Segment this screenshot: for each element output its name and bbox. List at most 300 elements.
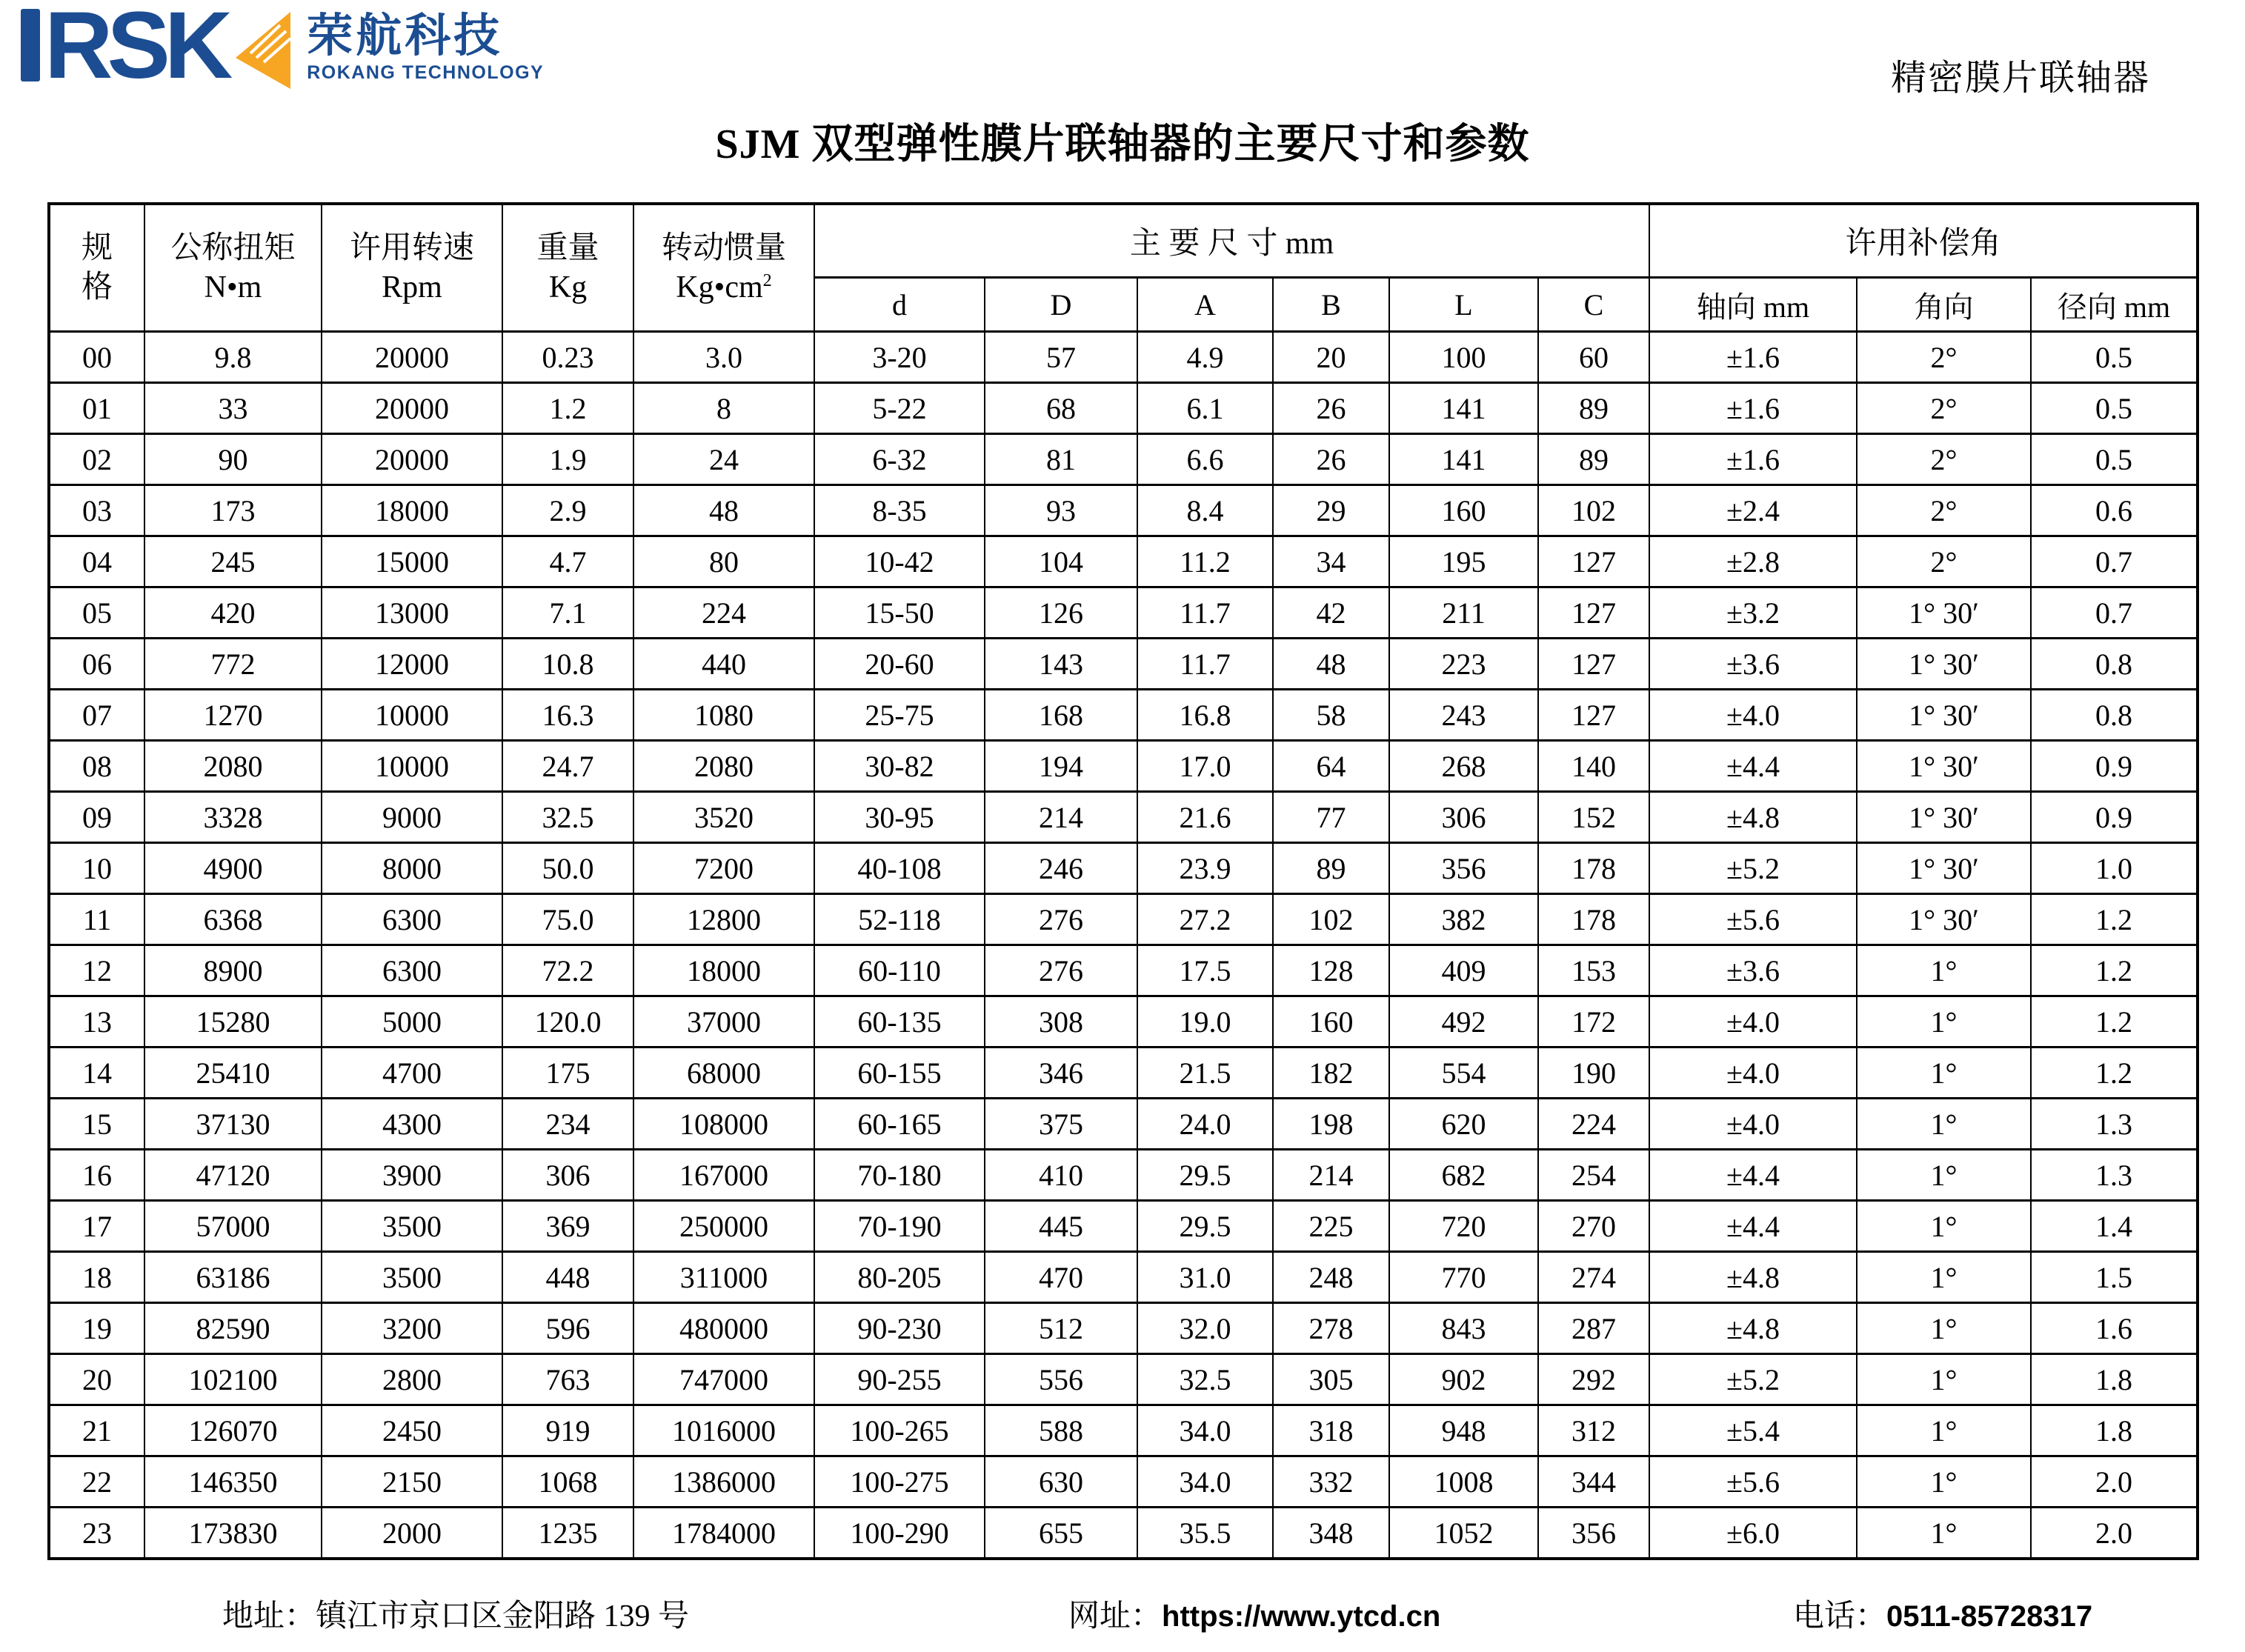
cell: 420 (144, 587, 322, 639)
cell: 243 (1389, 690, 1538, 741)
cell: 588 (985, 1405, 1137, 1456)
cell: 18000 (633, 945, 814, 996)
cell: 20000 (322, 332, 502, 383)
cell: 620 (1389, 1099, 1538, 1150)
cell: 3500 (322, 1252, 502, 1303)
cell: 0.6 (2031, 485, 2198, 536)
cell: 89 (1538, 434, 1649, 485)
cell: 492 (1389, 996, 1538, 1048)
cell: 6368 (144, 894, 322, 945)
cell: 225 (1273, 1201, 1389, 1252)
cell: 7200 (633, 843, 814, 894)
cell: 1235 (502, 1508, 633, 1559)
cell: 01 (49, 383, 144, 434)
cell: 20-60 (814, 639, 985, 690)
cell: 178 (1538, 843, 1649, 894)
cell: 270 (1538, 1201, 1649, 1252)
cell: 29.5 (1137, 1150, 1273, 1201)
cell: 2150 (322, 1456, 502, 1508)
cell: 356 (1538, 1508, 1649, 1559)
cell: 0.8 (2031, 639, 2198, 690)
cell: 1° 30′ (1857, 843, 2031, 894)
table-row (49, 434, 2198, 485)
cell: ±4.0 (1649, 1099, 1857, 1150)
table-row (49, 843, 2198, 894)
cell: 2° (1857, 536, 2031, 587)
cell: 1052 (1389, 1508, 1538, 1559)
logo-bar-icon (21, 9, 40, 81)
table-row (49, 536, 2198, 587)
cell: 60-135 (814, 996, 985, 1048)
cell: 6300 (322, 894, 502, 945)
cell: 00 (49, 332, 144, 383)
cell: 1008 (1389, 1456, 1538, 1508)
cell: 4700 (322, 1048, 502, 1099)
footer-phone-number: 0511-85728317 (1886, 1600, 2093, 1633)
col-header-inertia-name: 转动惯量 (661, 231, 786, 265)
cell: 276 (985, 894, 1137, 945)
cell: 1386000 (633, 1456, 814, 1508)
cell: ±4.8 (1649, 1303, 1857, 1354)
cell: 6.6 (1137, 434, 1273, 485)
cell: 24.0 (1137, 1099, 1273, 1150)
footer-phone (1793, 1591, 2092, 1636)
col-header-d: d (814, 278, 985, 332)
cell: 6.1 (1137, 383, 1273, 434)
footer-phone-label: 电话： (1793, 1599, 1887, 1633)
cell: 48 (633, 485, 814, 536)
cell: 90-230 (814, 1303, 985, 1354)
cell: 1° (1857, 1201, 2031, 1252)
cell: 4300 (322, 1099, 502, 1150)
cell: 1.2 (2031, 996, 2198, 1048)
cell: 512 (985, 1303, 1137, 1354)
col-header-torque (144, 204, 322, 332)
cell: 0.5 (2031, 332, 2198, 383)
cell: 127 (1538, 639, 1649, 690)
col-group-compensation: 许用补偿角 (1649, 204, 2198, 278)
cell: 948 (1389, 1405, 1538, 1456)
cell: 20 (1273, 332, 1389, 383)
table-row (49, 1405, 2198, 1456)
table-row (49, 894, 2198, 945)
footer-website-label: 网址： (1068, 1599, 1163, 1633)
table-row (49, 1150, 2198, 1201)
company-logo (21, 0, 545, 99)
cell: 7.1 (502, 587, 633, 639)
cell: 21 (49, 1405, 144, 1456)
cell: 10-42 (814, 536, 985, 587)
cell: 223 (1389, 639, 1538, 690)
table-row (49, 485, 2198, 536)
cell: 409 (1389, 945, 1538, 996)
cell: 90 (144, 434, 322, 485)
cell: 0.9 (2031, 792, 2198, 843)
cell: 42 (1273, 587, 1389, 639)
cell: 195 (1389, 536, 1538, 587)
cell: 11.7 (1137, 639, 1273, 690)
cell: 305 (1273, 1354, 1389, 1405)
col-header-inertia (633, 204, 814, 332)
cell: ±2.4 (1649, 485, 1857, 536)
cell: 1° (1857, 1508, 2031, 1559)
cell: 630 (985, 1456, 1137, 1508)
cell: 480000 (633, 1303, 814, 1354)
cell: 2450 (322, 1405, 502, 1456)
cell: 47120 (144, 1150, 322, 1201)
cell: 1° 30′ (1857, 792, 2031, 843)
cell: 89 (1538, 383, 1649, 434)
cell: 8-35 (814, 485, 985, 536)
cell: 246 (985, 843, 1137, 894)
cell: 16.3 (502, 690, 633, 741)
cell: 278 (1273, 1303, 1389, 1354)
table-row (49, 587, 2198, 639)
cell: 1° (1857, 1150, 2031, 1201)
cell: 556 (985, 1354, 1137, 1405)
cell: ±5.6 (1649, 894, 1857, 945)
cell: 720 (1389, 1201, 1538, 1252)
cell: 3-20 (814, 332, 985, 383)
cell: 11.7 (1137, 587, 1273, 639)
page-title: SJM 双型弹性膜片联轴器的主要尺寸和参数 (715, 121, 1530, 167)
cell: 126 (985, 587, 1137, 639)
cell: 9000 (322, 792, 502, 843)
cell: 1.6 (2031, 1303, 2198, 1354)
cell: 344 (1538, 1456, 1649, 1508)
cell: 10000 (322, 690, 502, 741)
col-header-L: L (1389, 278, 1538, 332)
cell: 0.5 (2031, 383, 2198, 434)
cell: ±4.4 (1649, 1201, 1857, 1252)
cell: 554 (1389, 1048, 1538, 1099)
cell: 146350 (144, 1456, 322, 1508)
cell: 108000 (633, 1099, 814, 1150)
cell: 2800 (322, 1354, 502, 1405)
cell: 3328 (144, 792, 322, 843)
cell: 770 (1389, 1252, 1538, 1303)
table-row (49, 1303, 2198, 1354)
cell: 24 (633, 434, 814, 485)
cell: 1.2 (2031, 1048, 2198, 1099)
table-row (49, 1354, 2198, 1405)
cell: 21.6 (1137, 792, 1273, 843)
cell: 160 (1389, 485, 1538, 536)
logo-company-name-cn: 荣航科技 (307, 10, 503, 61)
logo-mark (21, 0, 292, 99)
cell: 32.5 (502, 792, 633, 843)
cell: 89 (1273, 843, 1389, 894)
cell: ±1.6 (1649, 434, 1857, 485)
cell: 24.7 (502, 741, 633, 792)
col-header-torque-name: 公称扭矩 (170, 231, 296, 265)
cell: 3500 (322, 1201, 502, 1252)
cell: ±2.8 (1649, 536, 1857, 587)
cell: 14 (49, 1048, 144, 1099)
col-header-C: C (1538, 278, 1649, 332)
logo-letters: RSK (44, 0, 227, 99)
footer-website-url[interactable]: https://www.ytcd.cn (1162, 1600, 1441, 1633)
cell: 445 (985, 1201, 1137, 1252)
cell: 747000 (633, 1354, 814, 1405)
cell: 100-275 (814, 1456, 985, 1508)
cell: ±4.0 (1649, 996, 1857, 1048)
cell: 1068 (502, 1456, 633, 1508)
cell: 13 (49, 996, 144, 1048)
cell: 17 (49, 1201, 144, 1252)
cell: 35.5 (1137, 1508, 1273, 1559)
cell: 1° (1857, 1456, 2031, 1508)
cell: ±1.6 (1649, 383, 1857, 434)
cell: 1° 30′ (1857, 690, 2031, 741)
cell: 37000 (633, 996, 814, 1048)
cell: 20 (49, 1354, 144, 1405)
cell: 4.9 (1137, 332, 1273, 383)
cell: 332 (1273, 1456, 1389, 1508)
cell: 15280 (144, 996, 322, 1048)
cell: 77 (1273, 792, 1389, 843)
cell: 100 (1389, 332, 1538, 383)
cell: ±4.4 (1649, 1150, 1857, 1201)
cell: 1.0 (2031, 843, 2198, 894)
cell: 20000 (322, 434, 502, 485)
col-header-B: B (1273, 278, 1389, 332)
cell: 311000 (633, 1252, 814, 1303)
table-row (49, 332, 2198, 383)
cell: 1° (1857, 1405, 2031, 1456)
cell: 141 (1389, 434, 1538, 485)
cell: 1° (1857, 1354, 2031, 1405)
cell: 175 (502, 1048, 633, 1099)
cell: 75.0 (502, 894, 633, 945)
footer-website (1068, 1591, 1440, 1636)
cell: 198 (1273, 1099, 1389, 1150)
cell: 375 (985, 1099, 1137, 1150)
cell: 153 (1538, 945, 1649, 996)
cell: 40-108 (814, 843, 985, 894)
col-header-speed (322, 204, 502, 332)
cell: 245 (144, 536, 322, 587)
cell: 8900 (144, 945, 322, 996)
cell: 470 (985, 1252, 1137, 1303)
cell: 68000 (633, 1048, 814, 1099)
cell: 2080 (144, 741, 322, 792)
cell: 11.2 (1137, 536, 1273, 587)
cell: ±5.2 (1649, 1354, 1857, 1405)
cell: 8.4 (1137, 485, 1273, 536)
col-header-weight-unit: Kg (548, 270, 588, 304)
cell: 26 (1273, 383, 1389, 434)
cell: 2.0 (2031, 1456, 2198, 1508)
cell: 2000 (322, 1508, 502, 1559)
cell: 126070 (144, 1405, 322, 1456)
logo-triangle-icon (228, 12, 292, 89)
cell: 64 (1273, 741, 1389, 792)
cell: ±4.4 (1649, 741, 1857, 792)
cell: 104 (985, 536, 1137, 587)
cell: 4.7 (502, 536, 633, 587)
cell: 1.8 (2031, 1354, 2198, 1405)
cell: 5000 (322, 996, 502, 1048)
cell: 127 (1538, 587, 1649, 639)
cell: 4900 (144, 843, 322, 894)
cell: 902 (1389, 1354, 1538, 1405)
cell: 30-82 (814, 741, 985, 792)
cell: 19.0 (1137, 996, 1273, 1048)
cell: 173830 (144, 1508, 322, 1559)
cell: 33 (144, 383, 322, 434)
cell: 1.8 (2031, 1405, 2198, 1456)
col-header-inertia-unit (634, 268, 814, 307)
cell: 10.8 (502, 639, 633, 690)
col-header-radial: 径向 mm (2031, 278, 2198, 332)
cell: 15 (49, 1099, 144, 1150)
cell: 102 (1273, 894, 1389, 945)
cell: 52-118 (814, 894, 985, 945)
cell: ±4.0 (1649, 1048, 1857, 1099)
cell: 214 (985, 792, 1137, 843)
cell: 0.9 (2031, 741, 2198, 792)
inertia-unit-text: Kg•cm (676, 270, 763, 304)
col-header-weight-name: 重量 (536, 231, 599, 265)
cell: 318 (1273, 1405, 1389, 1456)
footer-address (222, 1591, 689, 1636)
cell: 268 (1389, 741, 1538, 792)
logo-company-name-en: ROKANG TECHNOLOGY (307, 62, 545, 83)
cell: 82590 (144, 1303, 322, 1354)
cell: 8 (633, 383, 814, 434)
cell: 1.9 (502, 434, 633, 485)
cell: 27.2 (1137, 894, 1273, 945)
cell: 93 (985, 485, 1137, 536)
cell: 167000 (633, 1150, 814, 1201)
cell: 07 (49, 690, 144, 741)
cell: 308 (985, 996, 1137, 1048)
cell: 34.0 (1137, 1456, 1273, 1508)
cell: 25410 (144, 1048, 322, 1099)
col-header-spec-line2: 格 (81, 270, 113, 304)
cell: 20000 (322, 383, 502, 434)
cell: 90-255 (814, 1354, 985, 1405)
cell: 18 (49, 1252, 144, 1303)
cell: 68 (985, 383, 1137, 434)
col-header-D: D (985, 278, 1137, 332)
cell: 32.5 (1137, 1354, 1273, 1405)
cell: 34 (1273, 536, 1389, 587)
cell: 57 (985, 332, 1137, 383)
cell: 356 (1389, 843, 1538, 894)
cell: 655 (985, 1508, 1137, 1559)
cell: 63186 (144, 1252, 322, 1303)
cell: 1° 30′ (1857, 741, 2031, 792)
cell: 0.7 (2031, 587, 2198, 639)
cell: 08 (49, 741, 144, 792)
cell: 346 (985, 1048, 1137, 1099)
cell: 102100 (144, 1354, 322, 1405)
cell: 29 (1273, 485, 1389, 536)
col-header-speed-unit: Rpm (382, 270, 442, 304)
cell: ±5.6 (1649, 1456, 1857, 1508)
cell: 25-75 (814, 690, 985, 741)
footer-address-label: 地址： (222, 1599, 316, 1633)
cell: 1270 (144, 690, 322, 741)
cell: 182 (1273, 1048, 1389, 1099)
cell: 02 (49, 434, 144, 485)
footer-address-value: 镇江市京口区金阳路 139 号 (316, 1599, 690, 1633)
cell: 05 (49, 587, 144, 639)
col-header-torque-unit: N•m (204, 270, 262, 304)
cell: 23 (49, 1508, 144, 1559)
cell: 1° (1857, 1252, 2031, 1303)
cell: 2° (1857, 383, 2031, 434)
col-header-speed-name: 许用转速 (349, 231, 474, 265)
cell: 2° (1857, 434, 2031, 485)
col-header-spec (49, 204, 144, 332)
spec-table (47, 202, 2199, 1560)
cell: 172 (1538, 996, 1649, 1048)
cell: 1° 30′ (1857, 639, 2031, 690)
cell: 348 (1273, 1508, 1389, 1559)
cell: 11 (49, 894, 144, 945)
cell: 234 (502, 1099, 633, 1150)
cell: 1.3 (2031, 1150, 2198, 1201)
cell: 17.5 (1137, 945, 1273, 996)
cell: 168 (985, 690, 1137, 741)
cell: 843 (1389, 1303, 1538, 1354)
table-row (49, 996, 2198, 1048)
cell: 2° (1857, 485, 2031, 536)
cell: 194 (985, 741, 1137, 792)
cell: ±1.6 (1649, 332, 1857, 383)
cell: 596 (502, 1303, 633, 1354)
cell: 16 (49, 1150, 144, 1201)
cell: ±5.2 (1649, 843, 1857, 894)
cell: 1.5 (2031, 1252, 2198, 1303)
table-body (49, 332, 2198, 1559)
product-tagline: 精密膜片联轴器 (1890, 59, 2150, 98)
inertia-unit-sup: 2 (762, 270, 772, 290)
cell: 0.7 (2031, 536, 2198, 587)
cell: 06 (49, 639, 144, 690)
cell: 250000 (633, 1201, 814, 1252)
cell: 50.0 (502, 843, 633, 894)
col-header-weight (502, 204, 633, 332)
cell: 190 (1538, 1048, 1649, 1099)
cell: 17.0 (1137, 741, 1273, 792)
cell: 2° (1857, 332, 2031, 383)
cell: 10000 (322, 741, 502, 792)
cell: 1.3 (2031, 1099, 2198, 1150)
cell: 80 (633, 536, 814, 587)
cell: 211 (1389, 587, 1538, 639)
cell: 21.5 (1137, 1048, 1273, 1099)
table-row (49, 1048, 2198, 1099)
cell: 143 (985, 639, 1137, 690)
cell: 448 (502, 1252, 633, 1303)
cell: 15000 (322, 536, 502, 587)
cell: 23.9 (1137, 843, 1273, 894)
cell: 287 (1538, 1303, 1649, 1354)
cell: 72.2 (502, 945, 633, 996)
cell: 772 (144, 639, 322, 690)
cell: 22 (49, 1456, 144, 1508)
cell: 127 (1538, 536, 1649, 587)
cell: 12000 (322, 639, 502, 690)
cell: 682 (1389, 1150, 1538, 1201)
cell: 3200 (322, 1303, 502, 1354)
cell: ±3.6 (1649, 639, 1857, 690)
cell: 440 (633, 639, 814, 690)
